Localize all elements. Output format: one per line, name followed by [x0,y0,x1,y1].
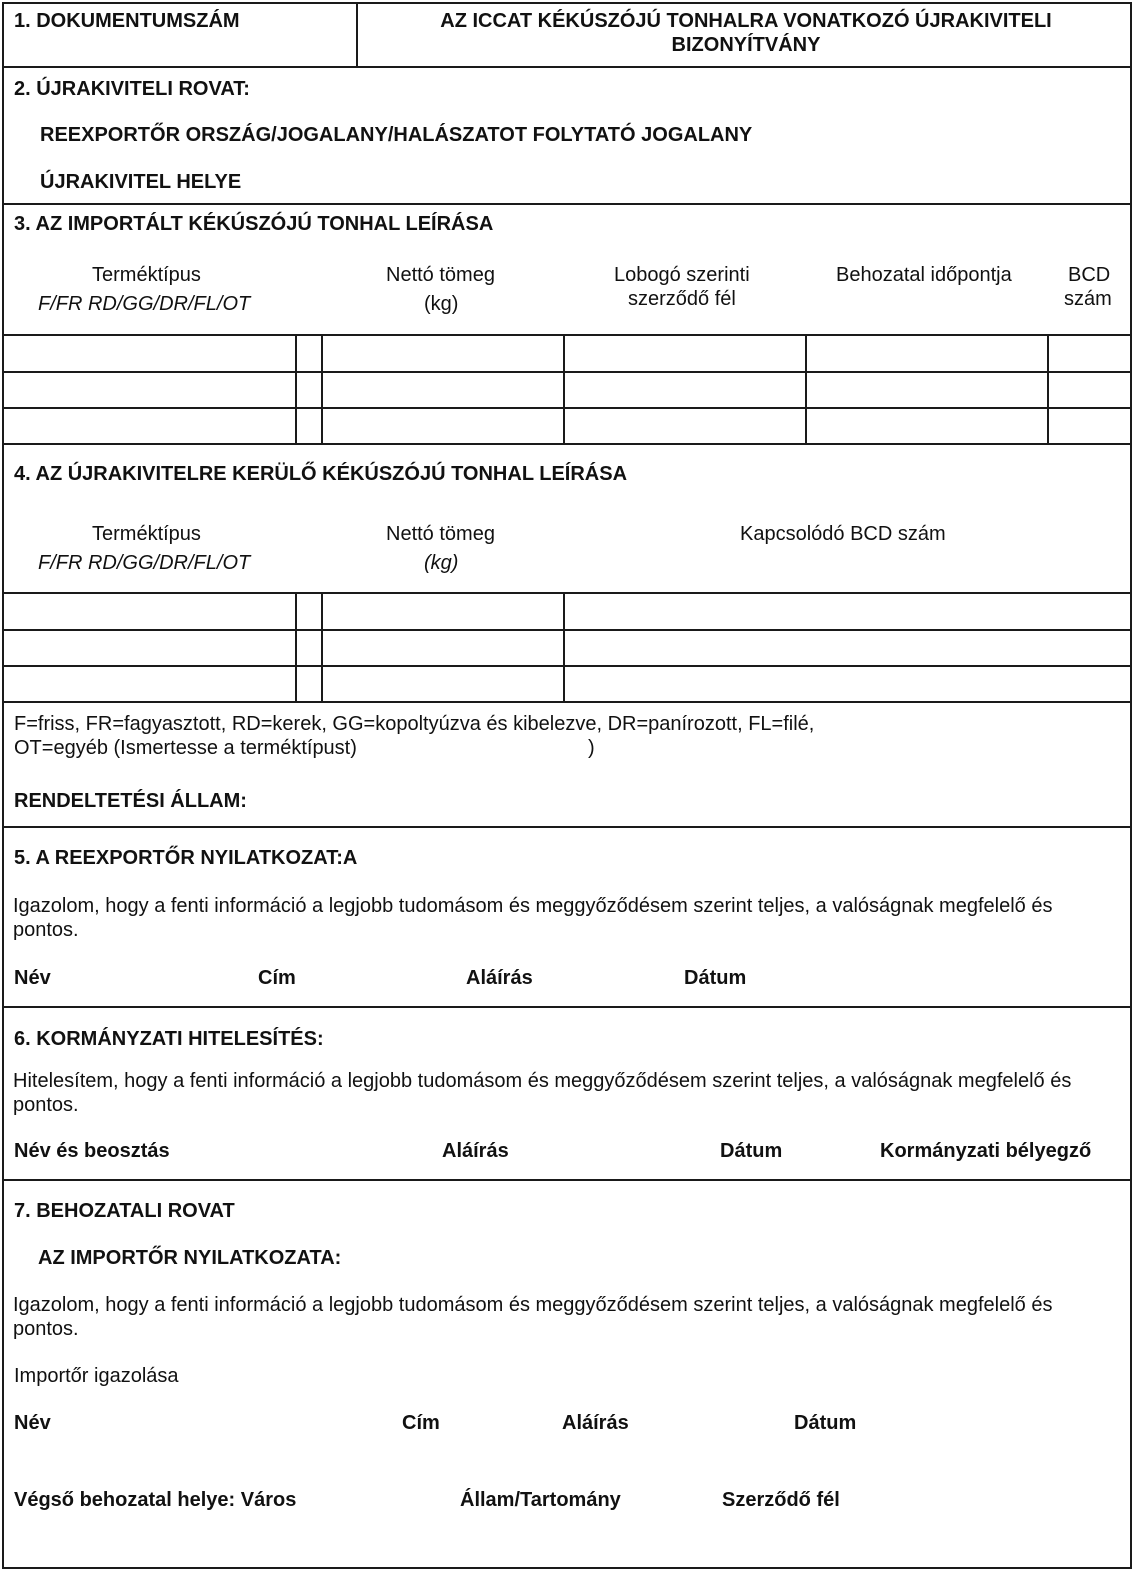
final-import-city-label: Végső behozatal helye: Város [14,1489,297,1511]
header-divider [356,2,358,67]
col-bcd-2: szám [1064,288,1112,310]
document-number-label: 1. DOKUMENTUMSZÁM [14,10,240,32]
section-divider [2,203,1132,205]
col-bcd-1: BCD [1068,264,1111,286]
reexporter-statement: Igazolom, hogy a fenti információ a legjobb tudomásom és meggyőződésem szerint teljes, a valóságnak megfelelő és pontos. [13,895,1053,941]
col-product-codes: F/FR RD/GG/DR/FL/OT [38,552,251,574]
government-statement: Hitelesítem, hogy a fenti információ a legjobb tudomásom és meggyőződésem szerint teljes, a valóságnak megfelelő és pontos. [13,1070,1072,1116]
col-weight-unit: (kg) [424,552,459,574]
reexport-section-heading: 2. ÚJRAKIVITELI ROVAT: [14,78,250,100]
section-divider [2,66,1132,68]
col-import-date: Behozatal időpontja [836,264,1012,286]
government-validation-heading: 6. KORMÁNYZATI HITELESÍTÉS: [14,1028,324,1050]
signature-label: Aláírás [442,1140,509,1162]
address-label: Cím [402,1412,440,1434]
col-product-type: Terméktípus [92,264,201,286]
name-title-label: Név és beosztás [14,1140,170,1162]
col-flag-party-1: Lobogó szerinti [614,264,750,286]
col-net-weight: Nettó tömeg [386,264,495,286]
table-col-line [563,592,565,702]
date-label: Dátum [794,1412,857,1434]
name-label: Név [14,1412,51,1434]
table-row-line [2,371,1132,373]
product-code-legend-line1: F=friss, FR=fagyasztott, RD=kerek, GG=kopoltyúzva és kibelezve, DR=panírozott, FL=filé, [14,713,815,735]
table-col-line [563,334,565,444]
date-label: Dátum [684,967,747,989]
col-weight-unit: (kg) [424,293,459,315]
name-label: Név [14,967,51,989]
signature-label: Aláírás [466,967,533,989]
date-label: Dátum [720,1140,783,1162]
contracting-party-label: Szerződő fél [722,1489,840,1511]
col-flag-party-2: szerződő fél [628,288,736,310]
col-related-bcd: Kapcsolódó BCD szám [740,523,946,545]
table-col-line [295,592,297,702]
col-product-codes: F/FR RD/GG/DR/FL/OT [38,293,251,315]
import-section-heading: 7. BEHOZATALI ROVAT [14,1200,235,1222]
table-col-line [1047,334,1049,444]
importer-declaration-heading: AZ IMPORTŐR NYILATKOZATA: [38,1247,342,1269]
table-row-line [2,592,1132,594]
table-col-line [805,334,807,444]
reexport-place-label: ÚJRAKIVITEL HELYE [40,171,242,193]
reexporter-declaration-heading: 5. A REEXPORTŐR NYILATKOZAT:A [14,847,358,869]
table-row-line [2,629,1132,631]
table-col-line [321,334,323,444]
section-divider [2,1006,1132,1008]
table-row-line [2,407,1132,409]
legend-closing-paren: ) [588,737,595,759]
address-label: Cím [258,967,296,989]
table-col-line [321,592,323,702]
signature-label: Aláírás [562,1412,629,1434]
table-col-line [295,334,297,444]
certificate-title-line2: BIZONYÍTVÁNY [671,34,821,56]
reexporter-label: REEXPORTŐR ORSZÁG/JOGALANY/HALÁSZATOT FOLYTATÓ JOGALANY [40,124,753,146]
section-divider [2,826,1132,828]
importer-certification-label: Importőr igazolása [14,1365,179,1387]
col-product-type: Terméktípus [92,523,201,545]
state-province-label: Állam/Tartomány [460,1489,621,1511]
table-row-line [2,701,1132,703]
section-divider [2,1179,1132,1181]
reexported-tuna-heading: 4. AZ ÚJRAKIVITELRE KERÜLŐ KÉKÚSZÓJÚ TONHAL LEÍRÁSA [14,463,628,485]
certificate-title-line1: AZ ICCAT KÉKÚSZÓJÚ TONHALRA VONATKOZÓ ÚJRAKIVITELI [440,10,1052,32]
product-code-legend-line2: OT=egyéb (Ismertesse a terméktípust) [14,737,357,759]
imported-tuna-heading: 3. AZ IMPORTÁLT KÉKÚSZÓJÚ TONHAL LEÍRÁSA [14,213,494,235]
importer-statement: Igazolom, hogy a fenti információ a legjobb tudomásom és meggyőződésem szerint teljes, a valóságnak megfelelő és pontos. [13,1294,1053,1340]
table-row-line [2,665,1132,667]
table-row-line [2,334,1132,336]
section-divider [2,443,1132,445]
col-net-weight: Nettó tömeg [386,523,495,545]
destination-state-label: RENDELTETÉSI ÁLLAM: [14,790,247,812]
government-stamp-label: Kormányzati bélyegző [880,1140,1092,1162]
